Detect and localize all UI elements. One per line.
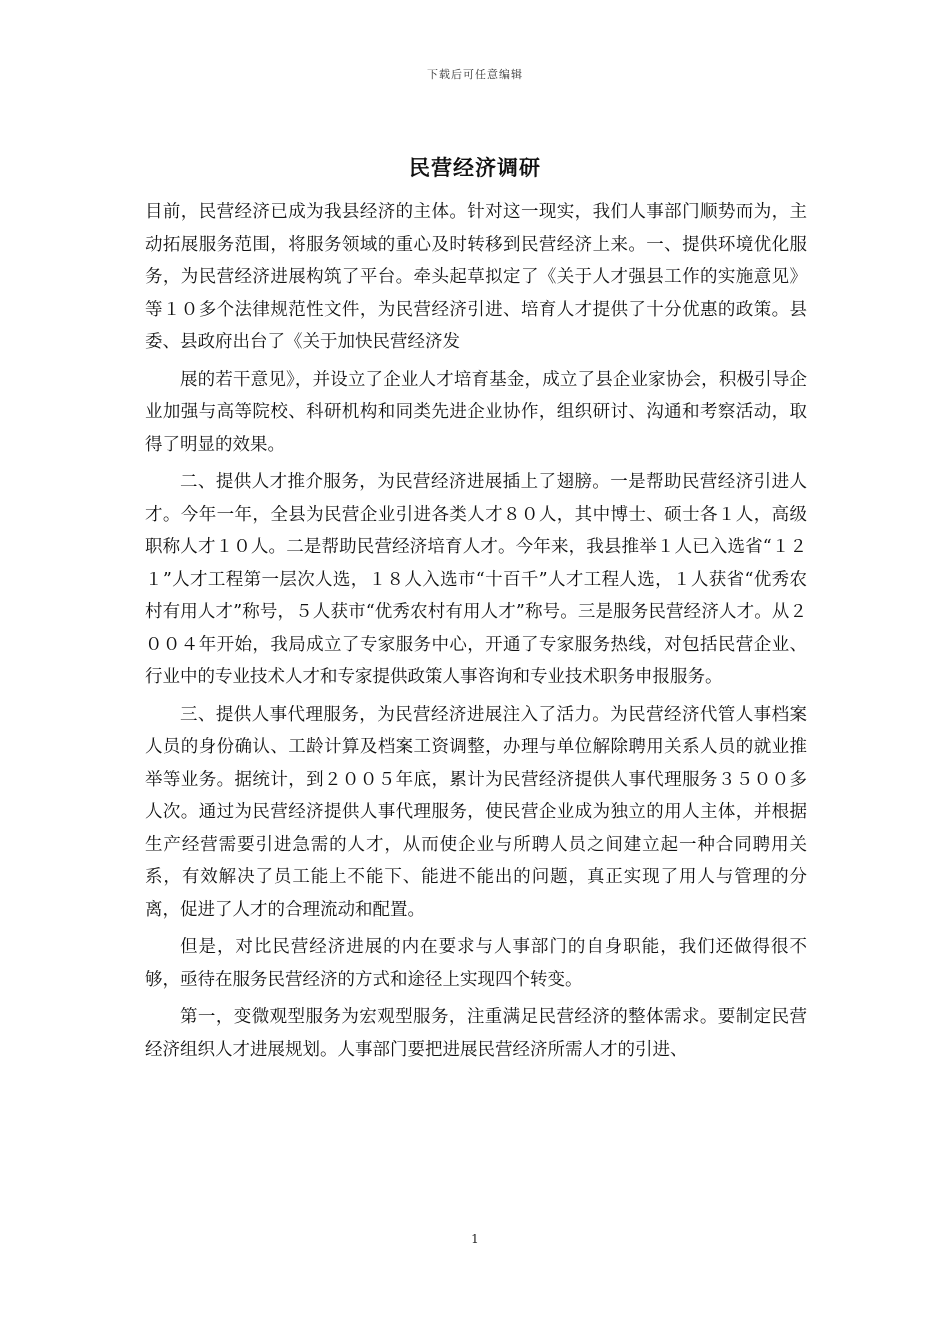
paragraph-5: 但是，对比民营经济进展的内在要求与人事部门的自身职能，我们还做得很不够，亟待在服务民营经济的方式和途径上实现四个转变。 (145, 937, 807, 990)
document-body (145, 196, 807, 1071)
document-title: 民营经济调研 (409, 155, 541, 180)
paragraph-1: 目前，民营经济已成为我县经济的主体。针对这一现实，我们人事部门顺势而为，主动拓展服务范围，将服务领域的重心及时转移到民营经济上来。一、提供环境优化服务，为民营经济进展构筑了平台。牵头起草拟定了《关于人才强县工作的实施意见》等１０多个法律规范性文件，为民营经济引进、培育人才提供了十分优惠的政策。县委、县政府出台了《关于加快民营经济发 (145, 202, 807, 352)
page-number: 1 (471, 1232, 479, 1246)
paragraph-3: 二、提供人才推介服务，为民营经济进展插上了翅膀。一是帮助民营经济引进人才。今年一年，全县为民营企业引进各类人才８０人，其中博士、硕士各１人，高级职称人才１０人。二是帮助民营经济培育人才。今年来，我县推举１人已入选省“１２１”人才工程第一层次人选，１８人入选市“十百千”人才工程人选，１人获省“优秀农村有用人才”称号，５人获市“优秀农村有用人才”称号。三是服务民营经济人才。从２００４年开始，我局成立了专家服务中心，开通了专家服务热线，对包括民营企业、行业中的专业技术人才和专家提供政策人事咨询和专业技术职务申报服务。 (145, 472, 807, 687)
paragraph-6: 第一，变微观型服务为宏观型服务，注重满足民营经济的整体需求。要制定民营经济组织人才进展规划。人事部门要把进展民营经济所需人才的引进、 (145, 1007, 807, 1060)
paragraph-4: 三、提供人事代理服务，为民营经济进展注入了活力。为民营经济代管人事档案人员的身份确认、工龄计算及档案工资调整，办理与单位解除聘用关系人员的就业推举等业务。据统计，到２００５年底，累计为民营经济提供人事代理服务３５００多人次。通过为民营经济提供人事代理服务，使民营企业成为独立的用人主体，并根据生产经营需要引进急需的人才，从而使企业与所聘人员之间建立起一种合同聘用关系，有效解决了员工能上不能下、能进不能出的问题，真正实现了用人与管理的分离，促进了人才的合理流动和配置。 (145, 704, 807, 920)
page-header: 下载后可任意编辑 (427, 68, 523, 81)
paragraph-2: 展的若干意见》，并设立了企业人才培育基金，成立了县企业家协会，积极引导企业加强与高等院校、科研机构和同类先进企业协作，组织研讨、沟通和考察活动，取得了明显的效果。 (145, 369, 807, 455)
